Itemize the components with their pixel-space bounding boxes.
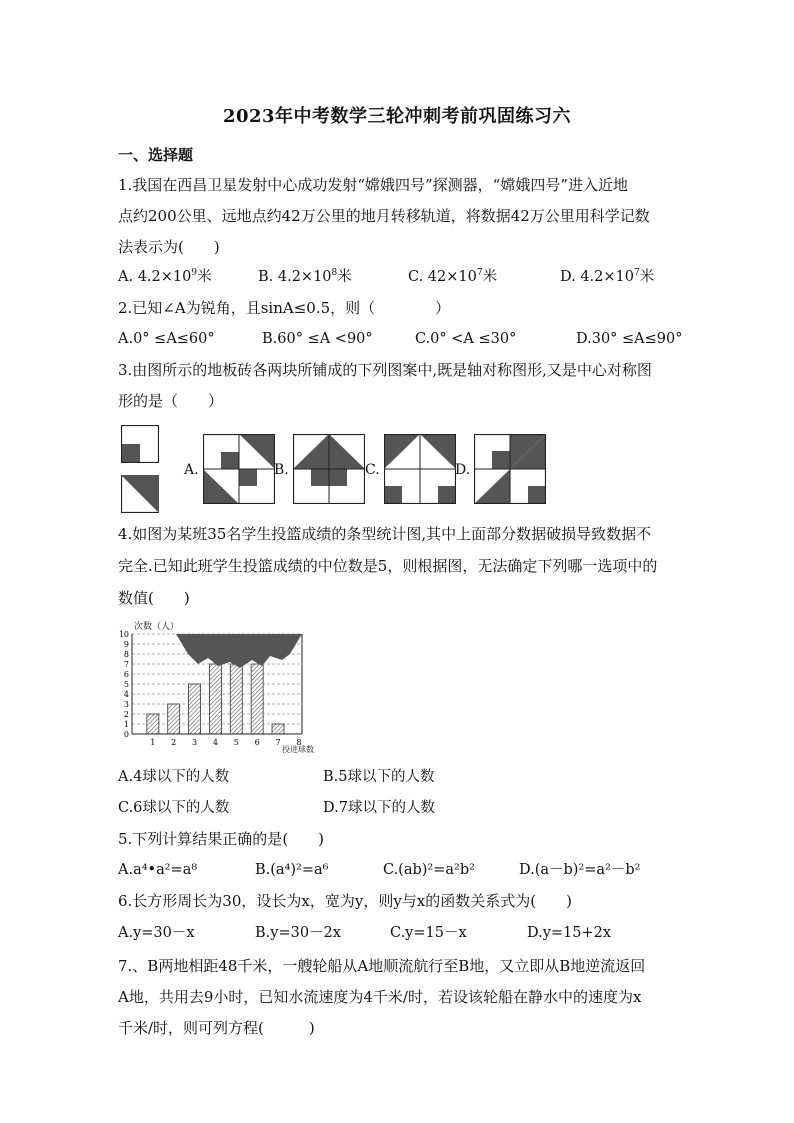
y-tick-label: 5 — [123, 680, 129, 689]
q3-label-c: C. — [365, 462, 380, 478]
y-tick-label: 6 — [123, 670, 129, 679]
q4-option-b: B.5球以下的人数 — [323, 769, 435, 785]
q3-pattern-b — [293, 434, 365, 504]
q3-line2: 形的是（ ） — [118, 392, 224, 410]
q4-option-c: C.6球以下的人数 — [118, 800, 230, 816]
x-tick-label: 8 — [296, 738, 302, 747]
q1-option-a: A. $4.2\times 10^9$米 — [118, 268, 212, 285]
y-tick-label: 9 — [123, 640, 129, 649]
page-title: 2023年中考数学三轮冲刺考前巩固练习六 — [222, 106, 572, 127]
q2-option-b: B.60° ≤A <90° — [262, 331, 373, 347]
q3-label-d: D. — [455, 462, 471, 478]
q2-line1: 2.已知∠A为锐角，且sinA≤0.5，则（ ） — [118, 299, 451, 317]
section-heading: 一、选择题 — [118, 146, 194, 164]
y-tick-label: 4 — [123, 690, 129, 699]
y-tick-label: 1 — [123, 720, 129, 729]
base-tile-square — [121, 425, 159, 463]
bar-2 — [168, 704, 180, 734]
q7-line2: A地，共用去9小时，已知水流速度为4千米/时，若设该轮船在静水中的速度为x — [118, 988, 642, 1006]
q3-pattern-a — [203, 434, 275, 504]
y-tick-label: 2 — [123, 710, 129, 719]
q3-label-a: A. — [184, 462, 199, 478]
y-tick-label: 8 — [123, 650, 129, 659]
x-tick-label: 1 — [150, 738, 156, 747]
q3-pattern-c — [384, 434, 456, 504]
q1-line3: 法表示为( ) — [118, 238, 220, 256]
q1-line2: 点约200公里、远地点约42万公里的地月转移轨道，将数据42万公里用科学记数 — [118, 207, 650, 225]
q2-option-d: D.30° ≤A≤90° — [576, 331, 683, 347]
q3-pattern-d — [474, 434, 546, 504]
q6-option-d: D.y=15+2x — [527, 925, 612, 941]
q4-line2: 完全.已知此班学生投篮成绩的中位数是5，则根据图，无法确定下列哪一选项中的 — [118, 557, 658, 575]
q5-option-a: A.a⁴•a²=a⁸ — [118, 862, 198, 878]
q6-option-a: A.y=30－x — [118, 925, 195, 941]
bar-3 — [189, 684, 201, 734]
y-tick-label: 3 — [123, 700, 129, 709]
x-tick-label: 6 — [254, 738, 260, 747]
q4-option-a: A.4球以下的人数 — [118, 769, 230, 785]
bar-1 — [147, 714, 159, 734]
base-tile-triangle — [121, 475, 159, 513]
q7-line3: 千米/时，则可列方程( ) — [118, 1019, 315, 1037]
x-tick-label: 2 — [171, 738, 177, 747]
q2-option-c: C.0° <A ≤30° — [415, 331, 517, 347]
x-tick-label: 5 — [233, 738, 239, 747]
q6-line1: 6.长方形周长为30，设长为x，宽为y，则y与x的函数关系式为( ) — [118, 892, 572, 910]
bar-7 — [272, 724, 284, 734]
q1-option-b: B. $4.2\times 10^8$米 — [258, 268, 352, 285]
bar-5 — [230, 664, 242, 734]
bar-6 — [251, 664, 263, 734]
q4-line1: 4.如图为某班35名学生投篮成绩的条型统计图,其中上面部分数据破损导致数据不 — [118, 525, 652, 543]
bar-4 — [209, 664, 221, 734]
y-tick-label: 0 — [123, 730, 129, 739]
y-tick-label: 7 — [123, 660, 129, 669]
q5-option-b: B.(a⁴)²=a⁶ — [255, 862, 329, 878]
q4-option-d: D.7球以下的人数 — [323, 800, 435, 816]
y-axis-label: 次数（人） — [134, 622, 180, 632]
q2-option-a: A.0° ≤A≤60° — [118, 331, 215, 347]
bar-chart — [112, 616, 342, 756]
q1-option-c: C. $42\times 10^7$米 — [408, 268, 498, 285]
q6-option-c: C.y=15－x — [390, 925, 467, 941]
q5-option-d: D.(a－b)²=a²－b² — [519, 862, 641, 878]
q5-line1: 5.下列计算结果正确的是( ) — [118, 830, 325, 848]
x-tick-label: 3 — [192, 738, 198, 747]
q7-line1: 7.、B两地相距48千米，一艘轮船从A地顺流航行至B地，又立即从B地逆流返回 — [118, 957, 646, 975]
q3-line1: 3.由图所示的地板砖各两块所铺成的下列图案中,既是轴对称图形,又是中心对称图 — [118, 361, 652, 379]
q1-option-d: D. $4.2\times 10^7$米 — [560, 268, 655, 285]
q6-option-b: B.y=30－2x — [255, 925, 341, 941]
q1-line1: 1.我国在西昌卫星发射中心成功发射“嫦娥四号”探测器，“嫦娥四号”进入近地 — [118, 176, 628, 194]
x-tick-label: 4 — [212, 738, 218, 747]
damaged-region — [176, 634, 302, 668]
x-tick-label: 7 — [275, 738, 281, 747]
q3-label-b: B. — [274, 462, 289, 478]
q5-option-c: C.(ab)²=a²b² — [383, 862, 475, 878]
q4-line3: 数值( ) — [118, 589, 190, 607]
y-tick-label: 10 — [118, 630, 129, 639]
x-axis-label: 投进球数 — [282, 745, 314, 754]
